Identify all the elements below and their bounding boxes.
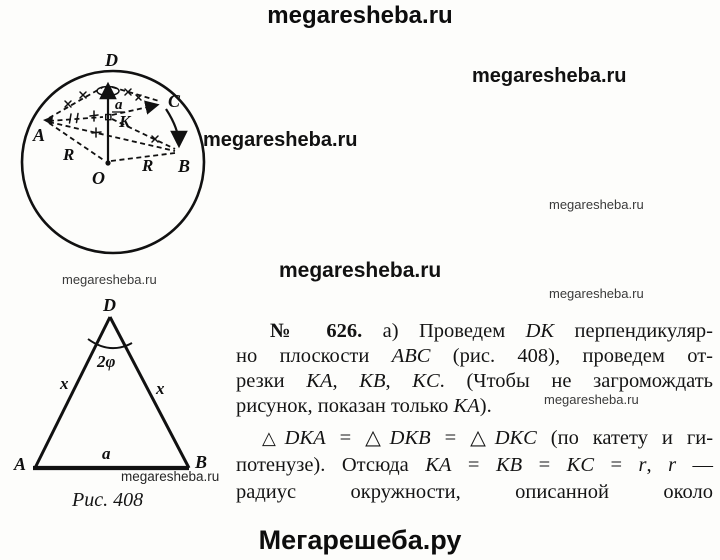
watermark: megaresheba.ru (279, 259, 442, 282)
label-b: B (178, 156, 191, 176)
point-a-marker (43, 116, 53, 125)
label-a-vertex: A (33, 125, 46, 145)
watermark: megaresheba.ru (549, 286, 644, 301)
watermark: megaresheba.ru (62, 272, 157, 287)
text-line: № 626. а) Проведем DK перпендикуляр- (270, 320, 714, 342)
solution-paragraph-1 (236, 319, 713, 419)
text-line: но плоскости ABC (рис. 408), проведем от- (236, 345, 713, 367)
label-a-segment: a (115, 97, 123, 113)
solution-paragraph-2 (236, 425, 713, 506)
watermark: megaresheba.ru (472, 65, 627, 87)
label-d: D (105, 50, 118, 70)
sphere-figure (8, 45, 212, 263)
point-o (105, 160, 110, 165)
text-line: потенузе). Отсюда KA = KB = KC = r, r — (236, 454, 714, 476)
label-angle: 2φ (97, 352, 116, 371)
text-line: радиус окружности, описанной около (236, 481, 713, 503)
watermark: megaresheba.ru (544, 392, 639, 407)
label-r-right: R (142, 156, 154, 175)
triangle-figure (8, 293, 212, 493)
label-d: D (103, 295, 116, 315)
text-line: резки KA, KB, KC. (Чтобы не загромождать (236, 370, 714, 392)
problem-number: № 626. (270, 320, 363, 342)
site-title-footer: Мегарешеба.ру (258, 525, 462, 555)
triangle-outline (33, 317, 189, 468)
label-x-right: x (156, 379, 165, 398)
label-a-base: a (102, 444, 111, 463)
watermark: megaresheba.ru (203, 129, 358, 151)
edge-c-b (166, 109, 179, 145)
watermark: megaresheba.ru (549, 197, 644, 212)
text-line: △DKA = △DKB = △DKC (по катету и ги- (262, 427, 714, 449)
label-c: C (168, 91, 181, 111)
label-x-left: x (60, 374, 69, 393)
triangle-symbol: △ (262, 428, 285, 449)
label-b-vertex: B (195, 452, 208, 472)
label-k: K (119, 112, 131, 131)
site-watermark-header: megaresheba.ru (267, 2, 453, 29)
solution-text (236, 319, 713, 506)
text-line: рисунок, показан только KA). (236, 395, 492, 417)
label-r-left: R (63, 145, 75, 164)
watermark: megaresheba.ru (121, 469, 220, 484)
figure-caption: Рис. 408 (72, 489, 144, 511)
label-o: O (92, 168, 105, 188)
label-a-vertex: A (14, 454, 27, 474)
